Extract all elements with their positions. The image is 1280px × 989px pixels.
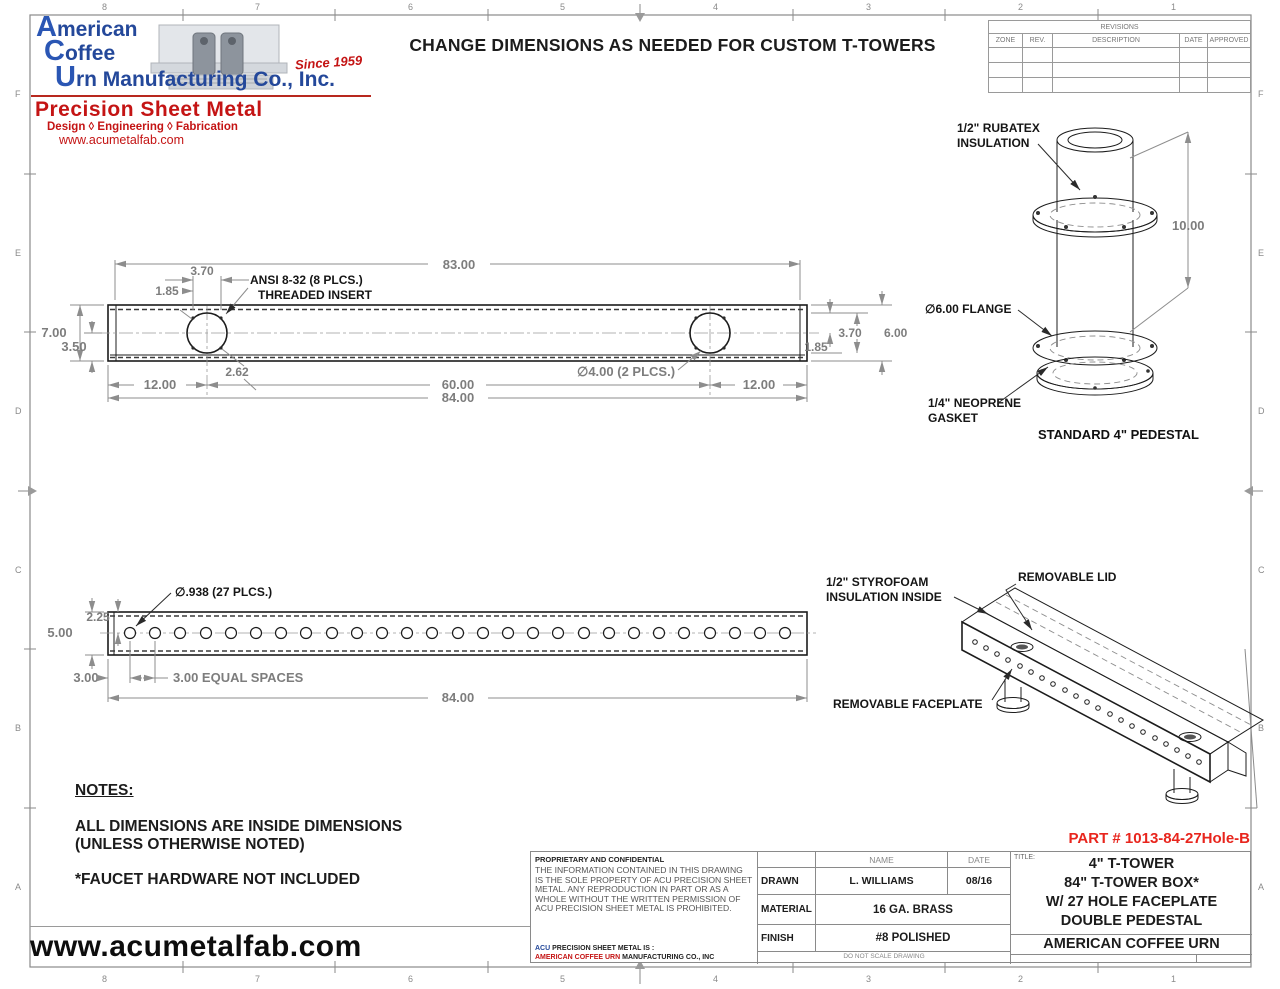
name-header: NAME — [816, 852, 948, 867]
svg-text:∅.938 (27 PLCS.): ∅.938 (27 PLCS.) — [175, 585, 273, 599]
proprietary-heading: PROPRIETARY AND CONFIDENTIAL — [535, 855, 665, 864]
zone-top-3: 3 — [866, 2, 872, 12]
svg-text:1.85: 1.85 — [155, 284, 179, 298]
notes-heading: NOTES: — [75, 782, 134, 799]
zone-right-b: B — [1258, 723, 1265, 733]
company-logo-block — [31, 11, 371, 147]
faceplate-hole-note — [136, 585, 272, 626]
threaded-insert-note — [226, 273, 373, 314]
zone-right-f: F — [1258, 89, 1264, 99]
svg-text:ANSI 8-32 (8 PLCS.): ANSI 8-32 (8 PLCS.) — [250, 273, 363, 287]
dimension-83 — [115, 257, 800, 300]
notes-line-2: (UNLESS OTHERWISE NOTED) — [75, 836, 305, 853]
title-block-empty-row — [1011, 955, 1252, 963]
dimension-500 — [47, 598, 104, 669]
title-area — [1011, 852, 1252, 964]
svg-text:84.00: 84.00 — [441, 390, 475, 405]
svg-text:83.00: 83.00 — [442, 257, 476, 272]
svg-text:1/2" RUBATEX: 1/2" RUBATEX — [957, 121, 1040, 135]
zone-right-e: E — [1258, 248, 1265, 258]
dimension-string-bottom — [108, 365, 807, 405]
zone-left-a: A — [15, 882, 22, 892]
svg-text:12.00: 12.00 — [143, 377, 177, 392]
title-line-1: 4" T-TOWER — [1088, 856, 1175, 872]
t-tower-box-top-view — [30, 248, 950, 413]
title-line-2: 84" T-TOWER BOX* — [1064, 875, 1199, 891]
svg-text:THREADED INSERT: THREADED INSERT — [258, 288, 373, 302]
acu-company-line: AMERICAN COFFEE URN MANUFACTURING CO., INC — [535, 954, 715, 961]
zone-left-b: B — [15, 723, 22, 733]
svg-text:GASKET: GASKET — [928, 411, 979, 425]
flange-label — [925, 302, 1052, 336]
zone-top-1: 1 — [1171, 2, 1177, 12]
svg-text:REMOVABLE FACEPLATE: REMOVABLE FACEPLATE — [833, 697, 983, 711]
revisions-title: REVISIONS — [1100, 23, 1139, 31]
logo-line-american: American — [36, 11, 138, 43]
title-block — [530, 851, 1251, 963]
revisions-col-description: DESCRIPTION — [1053, 34, 1180, 47]
logo-initial-a: A — [36, 11, 57, 43]
revisions-empty-row — [989, 48, 1250, 63]
footer-website-box — [30, 926, 530, 967]
svg-text:2.62: 2.62 — [225, 365, 249, 379]
zone-bot-2: 2 — [1018, 974, 1024, 984]
zone-bot-6: 6 — [408, 974, 414, 984]
notes-line-1: ALL DIMENSIONS ARE INSIDE DIMENSIONS — [75, 818, 403, 835]
iso-body — [962, 588, 1263, 804]
finish-value: #8 POLISHED — [875, 932, 951, 944]
revisions-empty-row — [989, 78, 1250, 92]
revisions-col-zone: ZONE — [989, 34, 1023, 47]
svg-text:REMOVABLE LID: REMOVABLE LID — [1018, 570, 1117, 584]
zone-top-4: 4 — [713, 2, 719, 12]
zone-top-7: 7 — [255, 2, 261, 12]
pedestal-outline — [1033, 128, 1157, 395]
removable-faceplate-label — [833, 669, 1012, 711]
acu-is-line: ACU PRECISION SHEET METAL IS : — [535, 945, 655, 952]
dimension-185-left — [155, 284, 193, 298]
zone-left-d: D — [15, 406, 22, 416]
drawn-label: DRAWN — [758, 868, 816, 894]
svg-text:INSULATION INSIDE: INSULATION INSIDE — [826, 590, 942, 604]
zone-top-8: 8 — [102, 2, 108, 12]
logo-tagline: Design ◊ Engineering ◊ Fabrication — [47, 121, 238, 133]
title-label: TITLE: — [1014, 854, 1036, 861]
pedestal-detail-view — [920, 100, 1265, 450]
drawn-name: L. WILLIAMS — [816, 868, 948, 894]
svg-text:∅6.00 FLANGE: ∅6.00 FLANGE — [925, 302, 1012, 316]
company-name: AMERICAN COFFEE URN — [1011, 935, 1252, 955]
zone-top-2: 2 — [1018, 2, 1024, 12]
svg-text:1.85: 1.85 — [804, 340, 828, 354]
svg-text:7.00: 7.00 — [41, 325, 67, 340]
logo-line-coffee: Coffee — [44, 35, 116, 67]
sheet-headline: CHANGE DIMENSIONS AS NEEDED FOR CUSTOM T-TOWERS — [409, 35, 936, 55]
zone-top-6: 6 — [408, 2, 414, 12]
rubatex-insulation-label — [957, 121, 1080, 190]
drawn-material-finish-table — [758, 852, 1011, 964]
right-side-dimensions — [804, 291, 907, 375]
logo-divider — [31, 95, 371, 97]
dimension-350 — [61, 321, 102, 373]
revisions-table — [988, 20, 1251, 93]
isometric-view — [810, 550, 1270, 820]
zone-right-d: D — [1258, 406, 1265, 416]
zone-left-f: F — [15, 89, 21, 99]
svg-text:3.00 EQUAL SPACES: 3.00 EQUAL SPACES — [173, 670, 304, 685]
zone-right-a: A — [1258, 882, 1265, 892]
title-line-3: W/ 27 HOLE FACEPLATE — [1045, 894, 1218, 910]
svg-text:3.50: 3.50 — [61, 339, 87, 354]
zone-top-5: 5 — [560, 2, 566, 12]
revisions-col-rev: REV. — [1023, 34, 1053, 47]
zone-bot-1: 1 — [1171, 974, 1177, 984]
zone-left-c: C — [15, 565, 22, 575]
svg-text:1/2" STYROFOAM: 1/2" STYROFOAM — [826, 575, 929, 589]
pedestal-caption: STANDARD 4" PEDESTAL — [1038, 427, 1199, 442]
svg-text:2.25: 2.25 — [86, 610, 110, 624]
zone-right-c: C — [1258, 565, 1265, 575]
logo-initial-u: U — [55, 61, 76, 93]
zone-bot-8: 8 — [102, 974, 108, 984]
svg-text:3.70: 3.70 — [838, 326, 862, 340]
zone-bot-5: 5 — [560, 974, 566, 984]
dimension-1000 — [1130, 132, 1205, 332]
revisions-col-approved: APPROVED — [1209, 37, 1249, 44]
dimension-225 — [86, 599, 118, 646]
revisions-empty-row — [989, 63, 1250, 78]
removable-lid-label — [1006, 570, 1117, 630]
svg-text:INSULATION: INSULATION — [957, 136, 1030, 150]
part-number: PART # 1013-84-27Hole-B — [1068, 830, 1250, 847]
svg-text:84.00: 84.00 — [441, 690, 475, 705]
zone-left-e: E — [15, 248, 22, 258]
svg-text:6.00: 6.00 — [884, 326, 908, 340]
notes-line-3: *FAUCET HARDWARE NOT INCLUDED — [75, 871, 361, 888]
styrofoam-insulation-label — [826, 575, 988, 614]
svg-text:12.00: 12.00 — [742, 377, 776, 392]
svg-text:10.00: 10.00 — [1172, 218, 1205, 233]
logo-initial-c: C — [44, 35, 65, 67]
drawn-date: 08/16 — [965, 875, 993, 887]
finish-label: FINISH — [758, 925, 816, 951]
precision-sheet-metal-label: Precision Sheet Metal — [35, 98, 263, 121]
svg-text:60.00: 60.00 — [441, 377, 475, 392]
material-value: 16 GA. BRASS — [873, 903, 953, 916]
svg-text:∅4.00 (2 PLCS.): ∅4.00 (2 PLCS.) — [577, 364, 676, 379]
svg-text:5.00: 5.00 — [47, 625, 73, 640]
logo-line-urn: Urn Manufacturing Co., Inc. — [55, 61, 335, 93]
title-line-4: DOUBLE PEDESTAL — [1060, 913, 1203, 929]
iso-faceplate-holes — [973, 640, 1202, 765]
since-1959-label: Since 1959 — [294, 52, 363, 73]
notes-block — [75, 782, 495, 889]
date-header: DATE — [967, 855, 991, 865]
footer-website: www.acumetalfab.com — [30, 930, 362, 963]
do-not-scale-note: DO NOT SCALE DRAWING — [843, 953, 925, 960]
proprietary-body: THE INFORMATION CONTAINED IN THIS DRAWING IS THE SOLE PROPERTY OF ACU PRECISION SHEET METAL. ANY REPRODUCTION IN PART OR AS A WHOLE WITHOUT THE WRITTEN PERMISSION OF ACU PRECISION SHEET METAL IS PROHIBITED. — [535, 865, 753, 914]
svg-text:3.00: 3.00 — [73, 670, 99, 685]
zone-bot-3: 3 — [866, 974, 872, 984]
logo-website: www.acumetalfab.com — [59, 133, 185, 147]
material-label: MATERIAL — [758, 895, 816, 924]
neoprene-gasket-label — [928, 367, 1048, 425]
zone-bot-7: 7 — [255, 974, 261, 984]
proprietary-cell — [531, 852, 758, 964]
svg-text:3.70: 3.70 — [190, 264, 214, 278]
zone-bot-4: 4 — [713, 974, 719, 984]
svg-text:1/4" NEOPRENE: 1/4" NEOPRENE — [928, 396, 1022, 410]
revisions-col-date: DATE — [1180, 34, 1208, 47]
